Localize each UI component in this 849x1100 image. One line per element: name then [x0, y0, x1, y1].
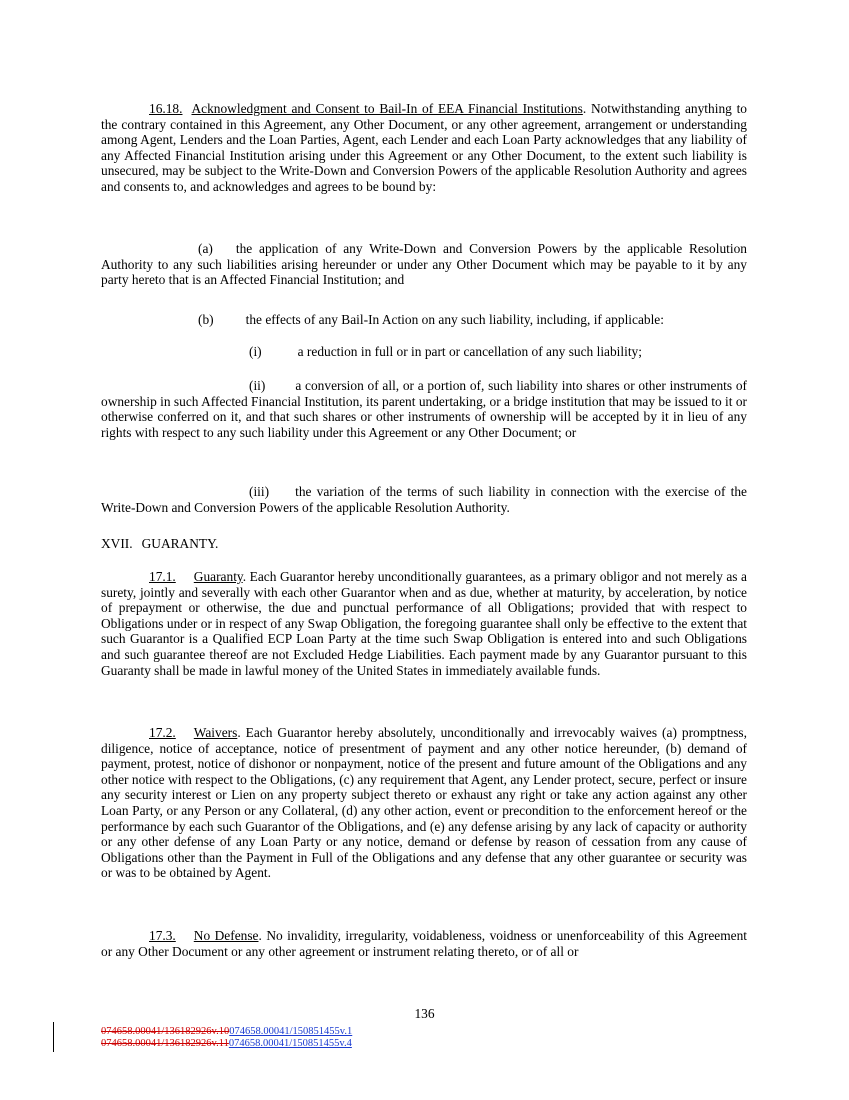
page-number: 136	[414, 1006, 435, 1021]
section-heading: Acknowledgment and Consent to Bail-In of EEA Financial Institutions	[191, 101, 583, 116]
section-text: . No invalidity, irregularity, voidableness, voidness or unenforceability of this Agreement or any Other Document or any other agreement or instrument relating thereto, or of all or	[101, 928, 747, 959]
section-17-2	[101, 725, 747, 881]
footer-line-2	[101, 1038, 352, 1050]
item-iii	[101, 484, 747, 515]
section-number: 17.1.	[149, 569, 176, 584]
section-heading: Guaranty	[193, 569, 243, 584]
section-text: . Notwithstanding anything to the contrary contained in this Agreement, any Other Document, or any other agreement, arrangement or understanding among Agent, Lenders and the Loan Parties, Agent, each Lender and each Loan Party acknowledges that any liability of any Affected Financial Institution arising under this Agreement or any Other Document, to the extent such liability is unsecured, may be subject to the Write-Down and Conversion Powers of the applicable Resolution Authority and agrees and consents to, and acknowledges and agrees to be bound by:	[101, 101, 748, 194]
section-17-3	[101, 928, 747, 959]
item-text: the effects of any Bail-In Action on any such liability, including, if applicable:	[245, 312, 664, 327]
item-text: the variation of the terms of such liability in connection with the exercise of the Write-Down and Conversion Powers of the applicable Resolution Authority.	[101, 484, 747, 515]
footer-line-1	[101, 1026, 352, 1038]
section-text: . Each Guarantor hereby unconditionally guarantees, as a primary obligor and not merely as a surety, jointly and severally with each other Guarantor when and as due, whether at maturity, by acceleration, by notice of prepayment or otherwise, the due and punctual performance of all Obligations; provided that with respect to Obligations under or in respect of any Swap Obligation, the foregoing guarantee shall only be effective to the extent that such Guarantor is a Qualified ECP Loan Party at the time such Swap Obligation is entered into and such Obligations and such guarantee thereof are not Excluded Hedge Liabilities. Each payment made by any Guarantor pursuant to this Guaranty shall be made in lawful money of the United States in immediately available funds.	[101, 569, 747, 678]
item-ii	[101, 378, 747, 440]
document-footer	[101, 1026, 352, 1051]
item-b	[101, 312, 747, 328]
section-heading: Waivers	[193, 725, 238, 740]
section-number: 16.18.	[149, 101, 183, 116]
article-heading	[101, 536, 747, 552]
section-heading: No Defense	[193, 928, 259, 943]
change-bar	[53, 1022, 54, 1052]
item-i	[101, 344, 747, 360]
section-16-18	[101, 101, 747, 195]
article-number: XVII.	[101, 536, 133, 551]
item-text: the application of any Write-Down and Conversion Powers by the applicable Resolution Authority to any such liabilities arising hereunder or under any Other Document which may be payable to it by any party hereto that is an Affected Financial Institution; and	[101, 241, 747, 288]
section-17-1	[101, 569, 747, 678]
item-label: (a)	[198, 241, 213, 256]
section-number: 17.2.	[149, 725, 176, 740]
deleted-doc-id: 074658.00041/136182926v.11	[101, 1038, 229, 1050]
inserted-doc-id: 074658.00041/150851455v.1	[229, 1026, 353, 1037]
article-title: GUARANTY.	[141, 536, 219, 551]
item-text: a reduction in full or in part or cancellation of any such liability;	[297, 344, 642, 359]
inserted-doc-id: 074658.00041/150851455v.4	[228, 1038, 352, 1050]
section-text: . Each Guarantor hereby absolutely, unconditionally and irrevocably waives (a) promptness, diligence, notice of acceptance, notice of presentment of payment and any other notice hereunder, (b) demand of payment, protest, notice of dishonor or nonpayment, notice of the present and future amount of the Obligations and any other notice with respect to the Obligations, (c) any requirement that Agent, any Lender protect, secure, perfect or insure any security interest or Lien on any property subject thereto or exhaust any right or take any action against any other Loan Party, or any Person or any Collateral, (d) any other action, event or precondition to the enforcement hereof or the performance by each such Guarantor of the Obligations, and (e) any defense arising by any lack of capacity or authority or any other defense of any Loan Party or any notice, demand or defense by reason of cessation from any cause of Obligations other than the Payment in Full of the Obligations and any defense that any other guarantee or security was or was to be obtained by Agent.	[101, 725, 747, 881]
item-label: (i)	[249, 344, 262, 359]
item-text: a conversion of all, or a portion of, such liability into shares or other instruments of ownership in such Affected Financial Institution, its parent undertaking, or a bridge institution that may be issued to it or otherwise conferred on it, and that such shares or other instruments of ownership will be accepted by it in lieu of any rights with respect to any such liability under this Agreement or any Other Document; or	[101, 378, 747, 440]
section-number: 17.3.	[149, 928, 176, 943]
deleted-doc-id: 074658.00041/136182926v.10	[101, 1026, 230, 1037]
item-label: (ii)	[249, 378, 266, 393]
item-label: (iii)	[249, 484, 270, 499]
item-label: (b)	[198, 312, 214, 327]
item-a	[101, 241, 747, 288]
